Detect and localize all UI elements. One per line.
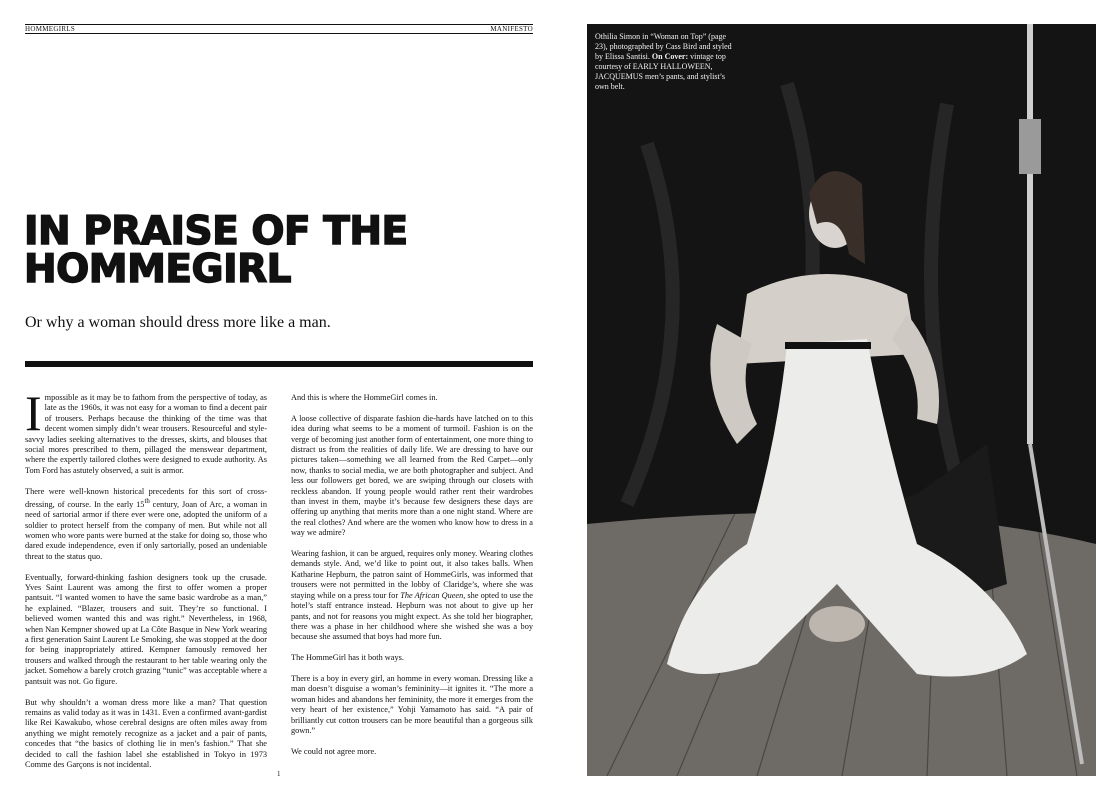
paragraph-4: But why shouldn’t a woman dress more like a man? That question remains as valid today as it was in 1431. Even a confirmed avant-gardist like Rei Kawakubo, whose cerebral designs are often miles away from anything we might remotely recognize as a jacket and a pair of pants, concedes that “the basics of clothing lie in men’s fashion.” That she decided to call the fashion label she established in Tokyo in 1973 Comme des Garçons is not incidental. [25, 697, 267, 769]
paragraph-5: And this is where the HommeGirl comes in. [291, 393, 438, 402]
paragraph-1 [25, 385, 267, 476]
light-stand-pole [1027, 24, 1033, 444]
model-feet [809, 606, 865, 642]
paragraph-1-text: mpossible as it may be to fathom from the perspective of today, as late as the 1960s, it was not easy for a woman to find a decent pair of trousers. Perhaps because the thinking of the time was that decent women simply didn’t wear trousers. Resourceful and style-savvy ladies seeking alternatives to the dresses, skirts, and blouses that social mores prescribed to them, pillaged the menswear department, where the expertly tailored clothes were designed to exude authority. As Tom Ford has astutely observed, a suit is armor. [25, 393, 267, 475]
paragraph-7-text-a: Wearing fashion, it can be argued, requires only money. Wearing clothes demands style. And, we’d like to point out, it also takes balls. When Katharine Hepburn, the patron saint of HommeGirls, was informed that trousers were not permitted in the lobby of Claridge’s, where she was staying while on a press tour for [291, 549, 533, 600]
title-line-2: HOMMEGIRL [24, 247, 291, 292]
paragraph-3: Eventually, forward-thinking fashion designers took up the crusade. Yves Saint Laurent was among the first to offer women a proper pantsuit. “I wanted women to have the same basic wardrobe as a man,” he explained. “Blazer, trousers and suit. They’re so functional. I believed women wanted this and was right.” Nevertheless, in 1968, when Nan Kempner showed up at La Côte Basque in New York wearing a first generation Saint Laurent Le Smoking, she was stopped at the door for being inappropriately attired. Kempner famously removed her trousers and walked through the restaurant to her table wearing only the jacket. Somehow a barely crotch grazing “tunic” was acceptable where a pantsuit was not. Go figure. [25, 572, 267, 686]
paragraph-2 [25, 487, 267, 563]
belt [785, 342, 871, 349]
article-title [24, 209, 544, 292]
article-subtitle: Or why a woman should dress more like a man. [25, 314, 331, 331]
running-header [25, 24, 533, 34]
photo-caption [595, 32, 735, 92]
drop-cap: I [25, 385, 42, 441]
paragraph-6: A loose collective of disparate fashion die-hards have latched on to this idea during what seems to be a moment of turmoil. Fashion is on the verge of becoming just another form of entertainment, one more thing to distract us from the realities of daily life. We are dressing to have our pictures taken—something we all learned from the Red Carpet—only now, thanks to social media, we are both photographer and subject. And less our followers get bored, we are swiping through our closets with reckless abandon. If young people would rather rent their wardrobes than invest in them, maybe it’s because few designers these days are offering up anything that merits more than a one night stand. Where are the real clothes? And where are the women who know how to dress in a way we admire? [291, 413, 533, 538]
header-department: MANIFESTO [490, 25, 533, 33]
title-rule [25, 361, 533, 367]
paragraph-2-text-b: century, Joan of Arc, a woman in need of sartorial armor if there ever were one, adopted the uniform of a soldier to protect herself from the company of men. But while not all women who wore pants were burned at the stake for doing so, those who dared exude independence, even if only sartorially, posed an undeniable threat to the status quo. [25, 499, 267, 561]
body-column-2 [291, 393, 533, 768]
title-line-1: IN PRAISE OF THE [24, 209, 408, 254]
page-number: 1 [277, 770, 281, 778]
film-title: The African Queen [400, 590, 464, 600]
superscript: th [144, 498, 150, 506]
paragraph-10: We could not agree more. [291, 746, 377, 756]
paragraph-8: The HommeGirl has it both ways. [291, 653, 404, 663]
caption-credit: Othilia Simon in “Woman on Top” (page 23), photographed by Cass Bird and styled by Elissa Santisi. [595, 32, 732, 61]
light-stand-clamp [1019, 119, 1041, 174]
fashion-photograph [587, 24, 1096, 776]
paragraph-2-text-a: There were well-known historical precedents for this sort of cross-dressing, of course. In the early 15 [25, 486, 267, 509]
photo-illustration [587, 24, 1096, 776]
paragraph-7-text-b: , she opted to use the hotel’s staff entrance instead. Hepburn was not about to give up her pants, and not for reasons you might expect. As she told her biographer, there was a phase in her childhood where she wished she was a boy because she assumed that boys had more fun. [291, 590, 533, 642]
caption-cover-label: On Cover: [651, 52, 689, 61]
paragraph-7 [291, 549, 533, 643]
paragraph-9: There is a boy in every girl, an homme in every woman. Dressing like a man doesn’t disguise a woman’s femininity—it ignites it. “The more a woman hides and abandons her femininity, the more it emerges from the very heart of her existence,” Yohji Yamamoto has said. “A pair of brilliantly cut cotton trousers can be more beautiful than a gorgeous silk gown.” [291, 673, 533, 735]
body-column-1 [25, 385, 267, 769]
caption-cover-text: vintage top courtesy of EARLY HALLOWEEN, JACQUEMUS men’s pants, and stylist’s own belt. [595, 52, 726, 91]
header-section-name: HOMMEGIRLS [25, 25, 76, 33]
